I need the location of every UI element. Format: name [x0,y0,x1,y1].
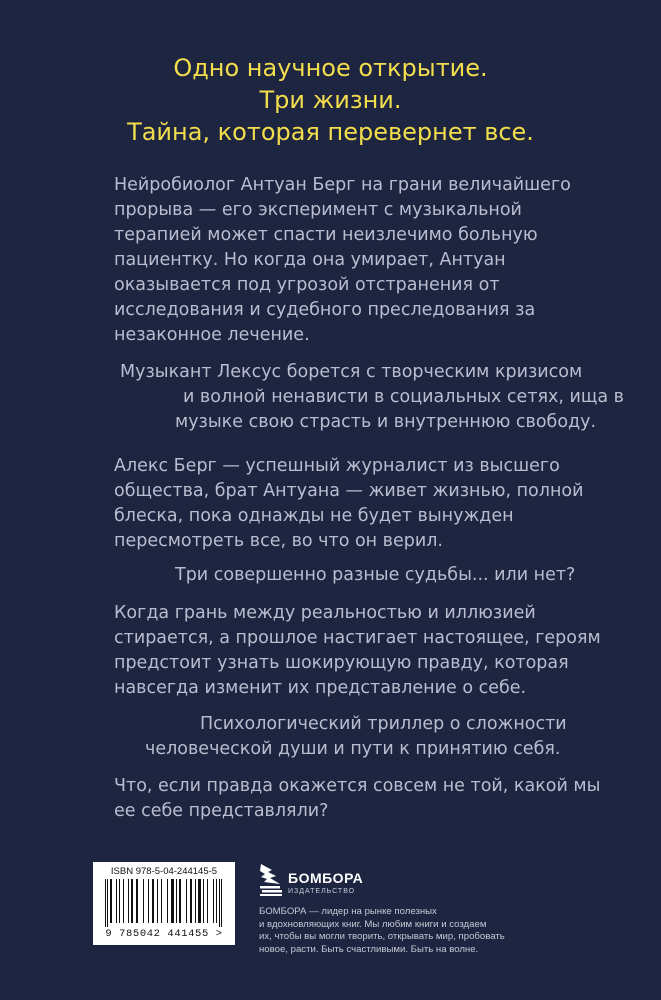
text-line: Музыкант Лексус борется с творческим кризисом [120,362,583,382]
publisher-line: их, чтобы вы могли творить, открывать мир, пробовать [259,931,505,942]
text-line: Что, если правда окажется совсем не той, какой мы [114,776,601,796]
text-line: Три совершенно разные судьбы... или нет? [175,565,576,585]
text-line: Психологический триллер о сложности [200,714,567,734]
text-line: навсегда изменит их представление о себе. [114,678,527,698]
tagline-line: Три жизни. [259,86,402,114]
text-line: Алекс Берг — успешный журналист из высшего [114,456,560,476]
text-line: общества, брат Антуана — живет жизнью, полной [114,481,584,501]
text-line: пересмотреть все, во что он верил. [114,531,443,551]
text-line: человеческой души и пути к принятию себя. [145,739,561,759]
tagline-line: Одно научное открытие. [173,54,488,82]
synopsis-paragraph [175,563,575,588]
isbn-barcode [93,862,235,945]
synopsis-paragraph [114,454,583,554]
barcode-digits: 9 785042 441455 > [105,928,223,940]
tagline-line: Тайна, которая перевернет все. [127,118,534,146]
text-line: терапией может спасти неизлечимо больную [114,225,538,245]
publisher-line: БОМБОРА — лидер на рынке полезных [259,906,437,917]
text-line: стирается, а прошлое настигает настоящее, героям [114,628,601,648]
barcode-icon [103,879,225,927]
publisher-logo-subtitle: ИЗДАТЕЛЬСТВО [288,888,356,895]
bombora-logo-icon [258,862,286,896]
publisher-logo-name: БОМБОРА [288,870,364,886]
synopsis-paragraph [114,774,600,824]
text-line: незаконное лечение. [114,325,310,345]
text-line: Когда грань между реальностью и иллюзией [114,603,536,623]
text-line: ее себе представляли? [114,801,329,821]
isbn-label: ISBN 978-5-04-244145-5 [110,866,218,877]
text-line: музыке свою страсть и внутреннюю свободу. [175,412,597,432]
text-line: предстоит узнать шокирующую правду, которая [114,653,569,673]
text-line: оказывается под угрозой отстранения от [114,275,500,295]
text-line: Нейробиолог Антуан Берг на грани величайшего [114,175,571,195]
synopsis-paragraph [114,173,571,348]
publisher-description [259,906,505,956]
publisher-line: новое, расти. Быть счастливыми. Быть на волне. [259,943,479,955]
synopsis-paragraph [120,360,624,435]
synopsis-paragraph [145,712,567,762]
text-line: прорыва — его эксперимент с музыкальной [114,200,522,220]
text-line: и волной ненависти в социальных сетях, ища в [183,387,624,407]
text-line: исследования и судебного преследования за [114,300,536,320]
text-line: пациентку. Но когда она умирает, Антуан [114,250,506,270]
tagline [0,52,661,148]
synopsis-paragraph [114,601,601,701]
publisher-line: и вдохновляющих книг. Мы любим книги и создаем [259,918,487,930]
text-line: блеска, пока однажды не будет вынужден [114,506,514,526]
